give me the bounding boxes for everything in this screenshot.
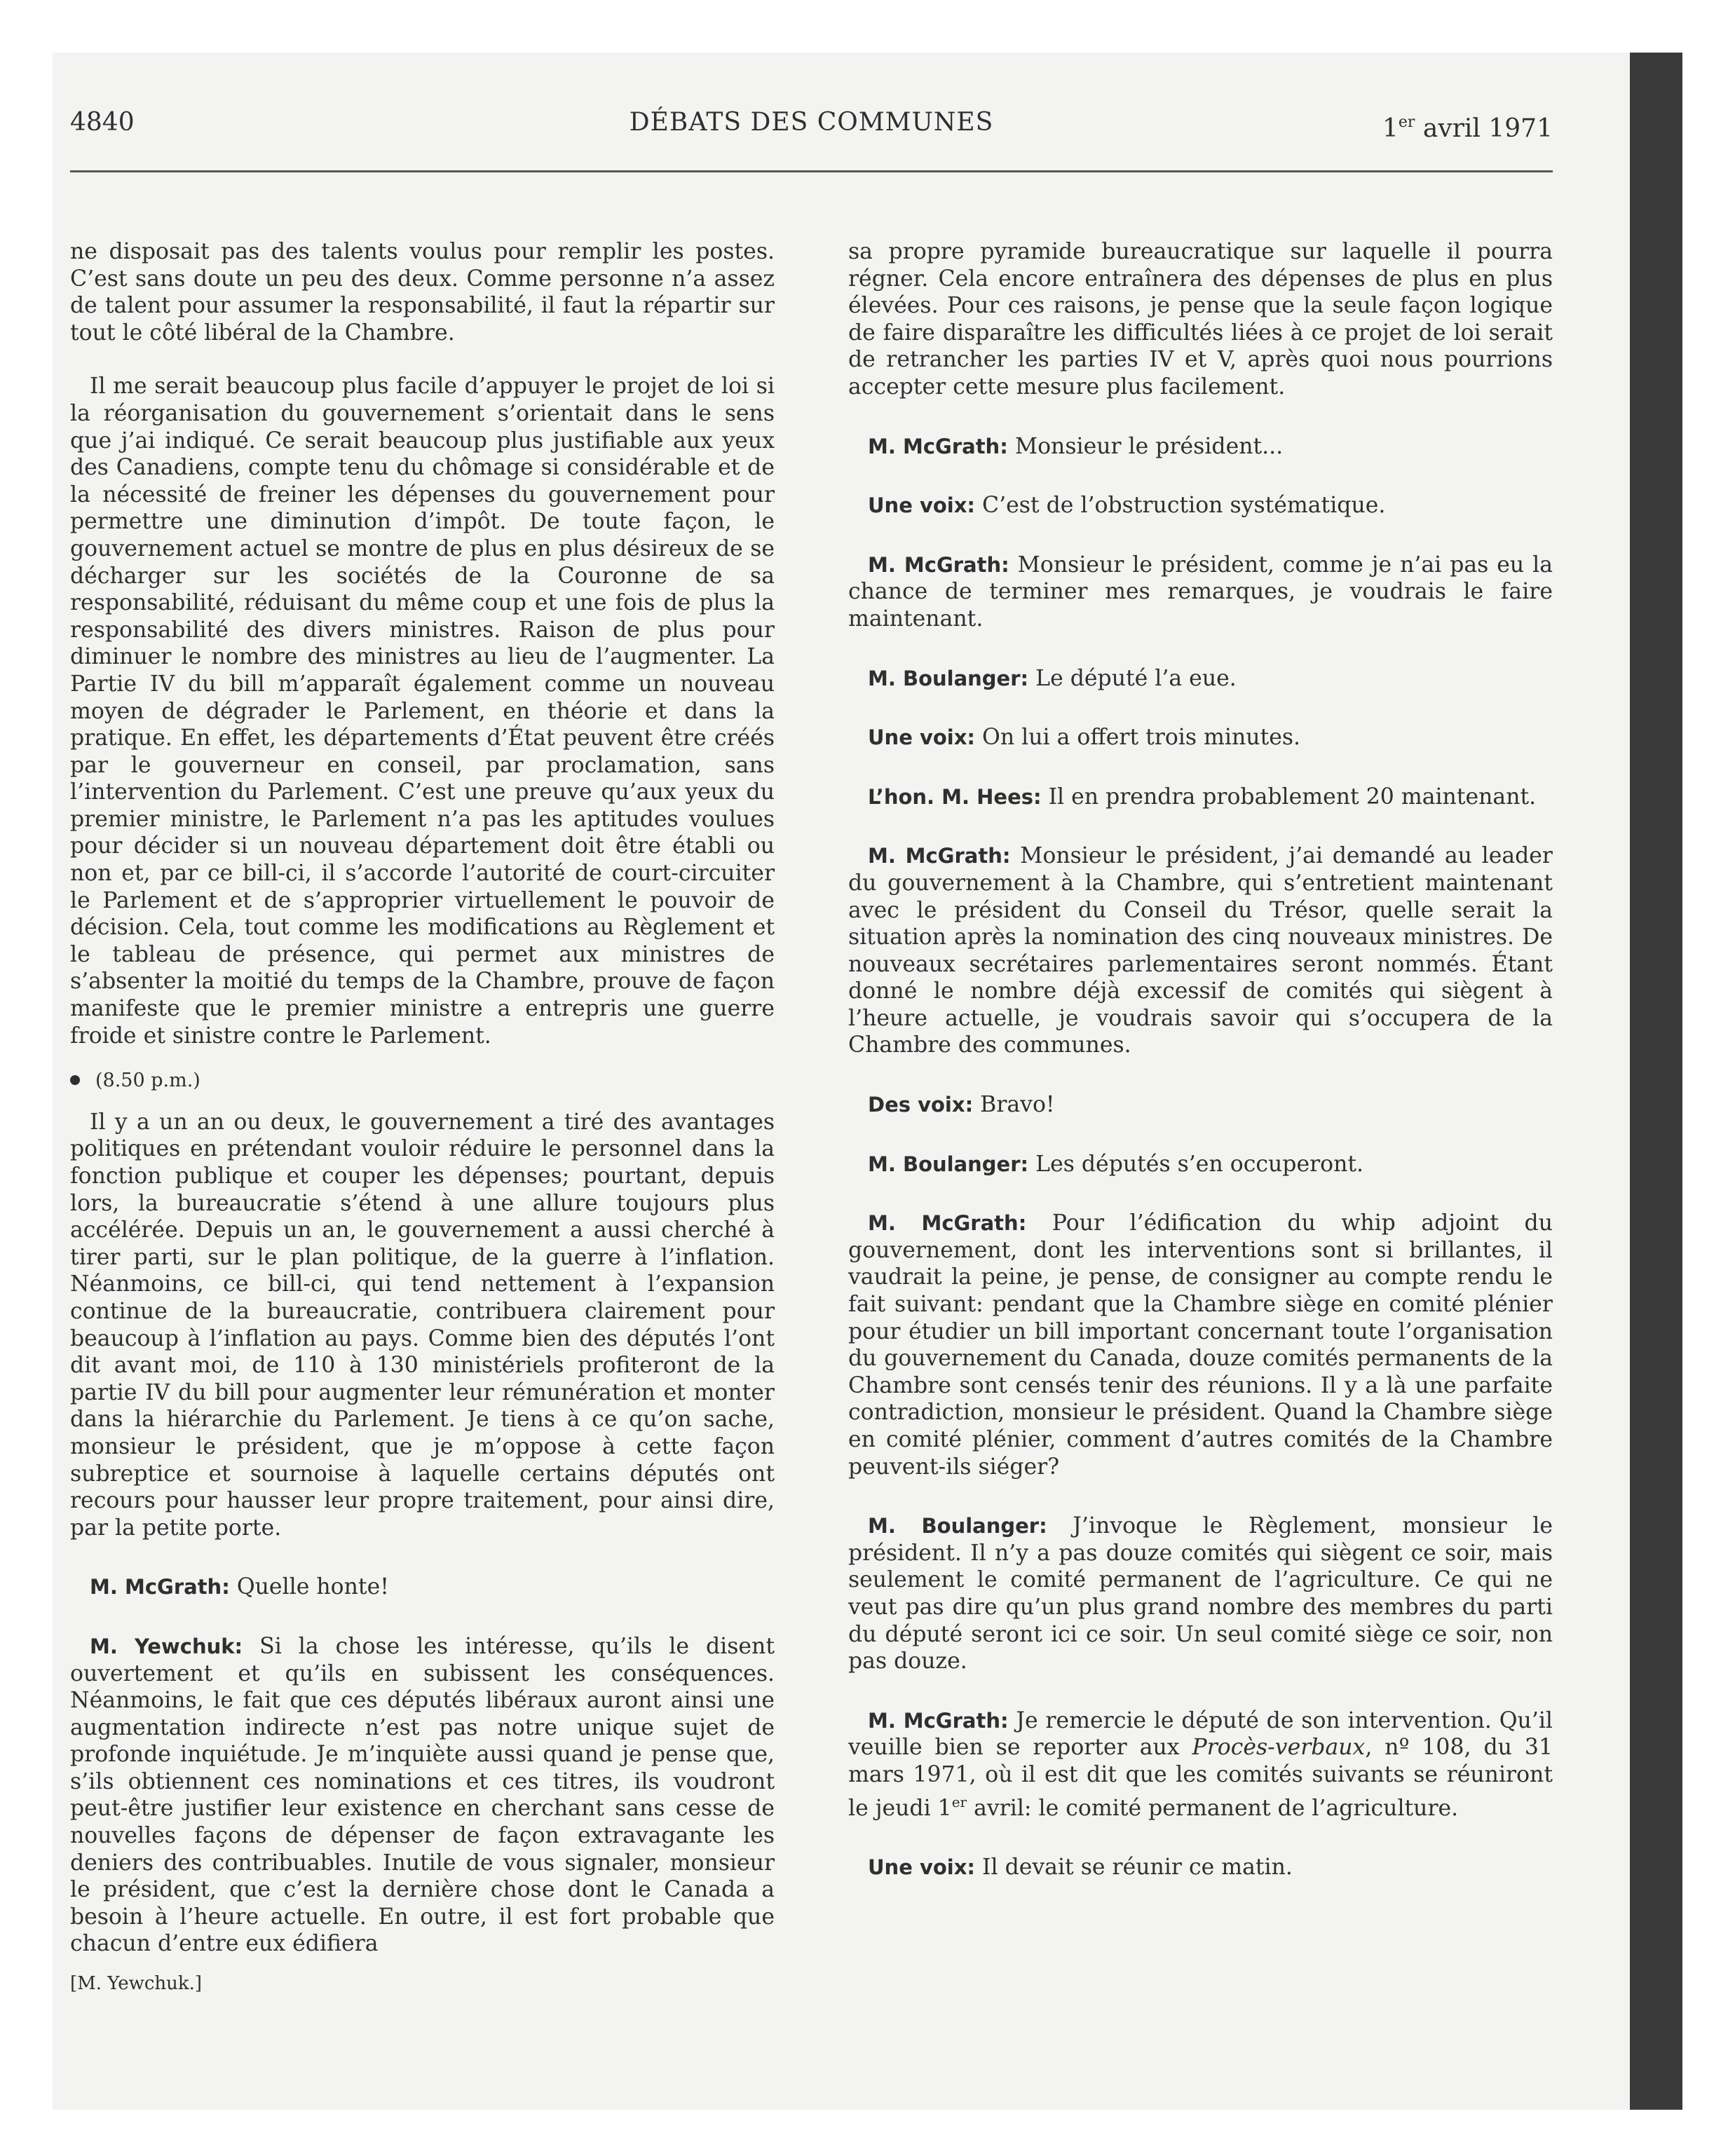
speech: M. McGrath: Monsieur le président...	[868, 433, 1284, 459]
page-header	[70, 88, 1553, 158]
speaker-name: M. McGrath:	[868, 844, 1011, 868]
page-number: 4840	[70, 108, 135, 137]
speech: M. Boulanger: Les députés s’en occuperont.	[868, 1151, 1364, 1177]
speaker-name: M. McGrath:	[90, 1575, 230, 1599]
paragraph: Il y a un an ou deux, le gouvernement a tiré des avantages politiques en prétendant vouloir réduire le personnel dans la fonction publique et couper les dépenses; pourtant, depuis lors, la bureaucratie s’étend à une allure toujours plus accélérée. Depuis un an, le gouvernement a aussi cherché à tirer parti, sur le plan politique, de la guerre à l’inflation. Néanmoins, ce bill-ci, qui tend nettement à l’expansion continue de la bureaucratie, contribuera clairement pour beaucoup à l’inflation au pays. Comme bien des députés l’ont dit avant moi, de 110 à 130 ministériels profiteront de la partie IV du bill pour augmenter leur rémunération et monter dans la hiérarchie du Parlement. Je tiens à ce qu’on sache, monsieur le président, que je m’oppose à cette façon subreptice et sournoise à laquelle certains députés ont recours pour hausser leur propre traitement, pour ainsi dire, par la petite porte.	[70, 1109, 775, 1541]
speaker-name: Une voix:	[868, 493, 976, 518]
speaker-name: Une voix:	[868, 725, 976, 750]
speaker-name: M. McGrath:	[868, 1211, 1027, 1236]
right-column	[848, 238, 1553, 1881]
scan-edge-bar	[1630, 53, 1682, 2110]
paragraph: ne disposait pas des talents voulus pour remplir les postes. C’est sans doute un peu des deux. Comme personne n’a assez de talent pour assumer la responsabilité, il faut la répartir sur tout le côté libéral de la Chambre.	[70, 239, 775, 346]
speaker-name: M. McGrath:	[868, 552, 1009, 577]
speaker-name: M. McGrath:	[868, 1708, 1009, 1733]
speech: L’hon. M. Hees: Il en prendra probablement 20 maintenant.	[868, 784, 1537, 810]
page-title: DÉBATS DES COMMUNES	[629, 108, 994, 137]
speaker-name: L’hon. M. Hees:	[868, 784, 1042, 809]
speaker-name: M. Boulanger:	[868, 666, 1029, 690]
speech: M. McGrath: Je remercie le député de son intervention. Qu’il veuille bien se reporter aux Procès-verbaux, nº 108, du 31 mars 1971, où il est dit que les comités suivants se réuniront le jeudi 1er avril: le comité permanent de l’agriculture.	[848, 1707, 1553, 1821]
speech: M. McGrath: Pour l’édification du whip adjoint du gouvernement, dont les interventions sont si brillantes, il vaudrait la peine, je pense, de consigner au compte rendu le fait suivant: pendant que la Chambre siège en comité plénier pour étudier un bill important concernant toute l’organisation du gouvernement du Canada, douze comités permanents de la Chambre sont censés tenir des réunions. Il y a là une parfaite contradiction, monsieur le président. Quand la Chambre siège en comité plénier, comment d’autres comités de la Chambre peuvent-ils siéger?	[848, 1210, 1553, 1480]
speaker-name: M. Boulanger:	[868, 1152, 1029, 1176]
speaker-name: Une voix:	[868, 1855, 976, 1880]
header-rule	[70, 170, 1553, 172]
speech: Une voix: Il devait se réunir ce matin.	[868, 1855, 1293, 1881]
speaker-name: Des voix:	[868, 1093, 974, 1117]
speech: M. McGrath: Quelle honte!	[90, 1574, 389, 1600]
speaker-name: M. Boulanger:	[868, 1514, 1047, 1538]
speech: M. Boulanger: Le député l’a eue.	[868, 665, 1237, 691]
paragraph: sa propre pyramide bureaucratique sur laquelle il pourra régner. Cela encore entraînera des dépenses de plus en plus élevées. Pour ces raisons, je pense que la seule façon logique de faire disparaître les difficultés liées à ce projet de loi serait de retrancher les parties IV et V, après quoi nous pourrions accepter cette mesure plus facilement.	[848, 239, 1553, 400]
speech: M. McGrath: Monsieur le président, j’ai demandé au leader du gouvernement à la Chambre, qui s’entretient maintenant avec le président du Conseil du Trésor, quelle serait la situation après la nomination des cinq nouveaux ministres. De nouveaux secrétaires parlementaires seront nommés. Étant donné le nombre déjà excessif de comités qui siègent à l’heure actuelle, je voudrais savoir qui s’occupera de la Chambre des communes.	[848, 843, 1553, 1058]
speech: M. Yewchuk: Si la chose les intéresse, qu’ils le disent ouvertement et qu’ils en subissent les conséquences. Néanmoins, le fait que ces députés libéraux auront ainsi une augmentation indirecte n’est pas notre unique sujet de profonde inquiétude. Je m’inquiète aussi quand je pense que, s’ils obtiennent ces nominations et ces titres, ils voudront peut-être justifier leur existence en cherchant sans cesse de nouvelles façons de dépenser de façon extravagante les deniers des contribuables. Inutile de vous signaler, monsieur le président, que c’est la dernière chose dont le Canada a besoin à l’heure actuelle. En outre, il est fort probable que chacun d’entre eux édifiera	[70, 1633, 775, 1957]
speaker-name: M. McGrath:	[868, 434, 1008, 458]
byline: [M. Yewchuk.]	[70, 1973, 203, 1995]
speech: Des voix: Bravo!	[868, 1092, 1055, 1118]
bullet-icon	[70, 1075, 80, 1085]
left-column	[70, 238, 775, 1998]
time-marker: (8.50 p.m.)	[70, 1067, 775, 1095]
paragraph: Il me serait beaucoup plus facile d’appuyer le projet de loi si la réorganisation du gouvernement s’orientait dans le sens que j’ai indiqué. Ce serait beaucoup plus justifiable aux yeux des Canadiens, compte tenu du chômage si considérable et de la nécessité de freiner les dépenses du gouvernement pour permettre une diminution d’impôt. De toute façon, le gouvernement actuel se montre de plus en plus désireux de se décharger sur les sociétés de la Couronne de sa responsabilité, réduisant du même coup et une fois de plus la responsabilité des divers ministres. Raison de plus pour diminuer le nombre des ministres au lieu de l’augmenter. La Partie IV du bill m’apparaît également comme un nouveau moyen de dégrader le Parlement, en théorie et dans la pratique. En effet, les départements d’État peuvent être créés par le gouverneur en conseil, par proclamation, sans l’intervention du Parlement. C’est une preuve qu’aux yeux du premier ministre, le Parlement n’a pas les aptitudes voulues pour décider si un nouveau département doit être établi ou non et, par ce bill-ci, il s’accorde l’autorité de court-circuiter le Parlement et de s’approprier virtuellement le pouvoir de décision. Cela, tout comme les modifications au Règlement et le tableau de présence, qui permet aux ministres de s’absenter la moitié du temps de la Chambre, prouve de façon manifeste que le premier ministre a entrepris une guerre froide et sinistre contre le Parlement.	[70, 374, 775, 1049]
speech: M. Boulanger: J’invoque le Règlement, monsieur le président. Il n’y a pas douze comités qui siègent ce soir, mais seulement le comité permanent de l’agriculture. Ce qui ne veut pas dire qu’un plus grand nombre des membres du parti du député seront ici ce soir. Un seul comité siège ce soir, non pas douze.	[848, 1513, 1553, 1674]
speech: Une voix: C’est de l’obstruction systématique.	[868, 493, 1386, 519]
speech: M. McGrath: Monsieur le président, comme je n’ai pas eu la chance de terminer mes remarques, je voudrais le faire maintenant.	[848, 552, 1553, 632]
speech: Une voix: On lui a offert trois minutes.	[868, 725, 1301, 751]
speaker-name: M. Yewchuk:	[90, 1634, 243, 1658]
page-date: 1er avril 1971	[1382, 114, 1553, 143]
